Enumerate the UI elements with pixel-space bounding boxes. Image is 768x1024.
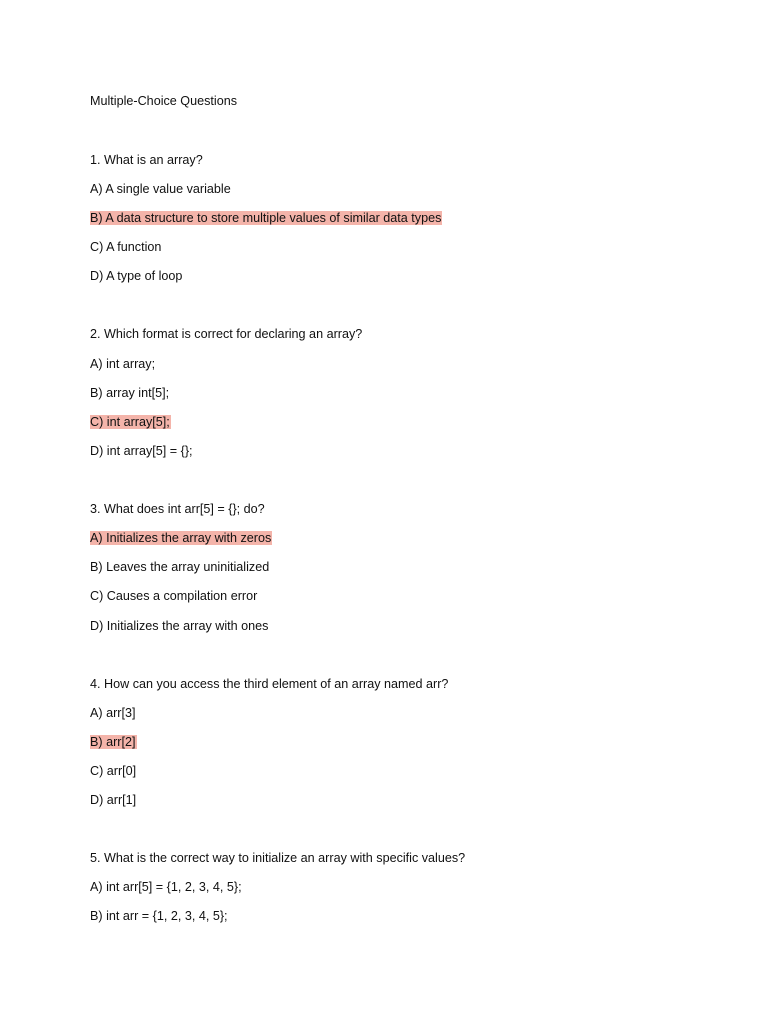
question-3-option-c xyxy=(90,588,257,604)
question-2-option-b xyxy=(90,385,169,401)
question-4-option-b-highlighted: B) arr[2] xyxy=(90,735,136,749)
question-4-option-a-label: A) arr[3] xyxy=(90,706,136,720)
document-title-text: Multiple-Choice Questions xyxy=(90,94,237,108)
question-5-text xyxy=(90,850,465,866)
question-1-option-d xyxy=(90,268,182,284)
question-5-option-b xyxy=(90,908,228,924)
question-2-option-c-highlighted: C) int array[5]; xyxy=(90,415,170,429)
question-2-option-d-label: D) int array[5] = {}; xyxy=(90,444,193,458)
question-4-label: 4. How can you access the third element of an array named arr? xyxy=(90,677,449,691)
question-3-option-a xyxy=(90,530,272,546)
question-2-option-a-label: A) int array; xyxy=(90,357,156,371)
question-3-option-b-label: B) Leaves the array uninitialized xyxy=(90,560,270,574)
question-1-option-b xyxy=(90,210,442,226)
question-3-label: 3. What does int arr[5] = {}; do? xyxy=(90,502,265,516)
question-3-option-b xyxy=(90,559,269,575)
question-3-option-d xyxy=(90,618,268,634)
question-5-option-a xyxy=(90,879,242,895)
question-4-option-a xyxy=(90,705,136,721)
document-title xyxy=(90,93,237,109)
question-2-option-c xyxy=(90,414,171,430)
question-2-option-a xyxy=(90,356,155,372)
question-1-option-c xyxy=(90,239,161,255)
question-1-option-b-highlighted: B) A data structure to store multiple values of similar data types xyxy=(90,211,442,225)
question-1-option-c-label: C) A function xyxy=(90,240,162,254)
question-1-option-a xyxy=(90,181,231,197)
question-4-option-c xyxy=(90,763,136,779)
question-5-option-a-label: A) int arr[5] = {1, 2, 3, 4, 5}; xyxy=(90,880,242,894)
question-4-option-d-label: D) arr[1] xyxy=(90,793,137,807)
question-2-label: 2. Which format is correct for declaring an array? xyxy=(90,327,363,341)
question-4-text xyxy=(90,676,448,692)
question-2-option-b-label: B) array int[5]; xyxy=(90,386,170,400)
question-4-option-d xyxy=(90,792,136,808)
question-3-option-c-label: C) Causes a compilation error xyxy=(90,589,258,603)
question-3-option-a-highlighted: A) Initializes the array with zeros xyxy=(90,531,272,545)
question-2-text xyxy=(90,326,362,342)
question-5-label: 5. What is the correct way to initialize an array with specific values? xyxy=(90,851,466,865)
question-2-option-d xyxy=(90,443,193,459)
question-1-text xyxy=(90,152,203,168)
question-5-option-b-label: B) int arr = {1, 2, 3, 4, 5}; xyxy=(90,909,228,923)
question-4-option-b xyxy=(90,734,137,750)
question-4-option-c-label: C) arr[0] xyxy=(90,764,137,778)
question-1-option-a-label: A) A single value variable xyxy=(90,182,231,196)
question-3-option-d-label: D) Initializes the array with ones xyxy=(90,619,269,633)
question-3-text xyxy=(90,501,265,517)
question-1-label: 1. What is an array? xyxy=(90,153,203,167)
question-1-option-d-label: D) A type of loop xyxy=(90,269,183,283)
